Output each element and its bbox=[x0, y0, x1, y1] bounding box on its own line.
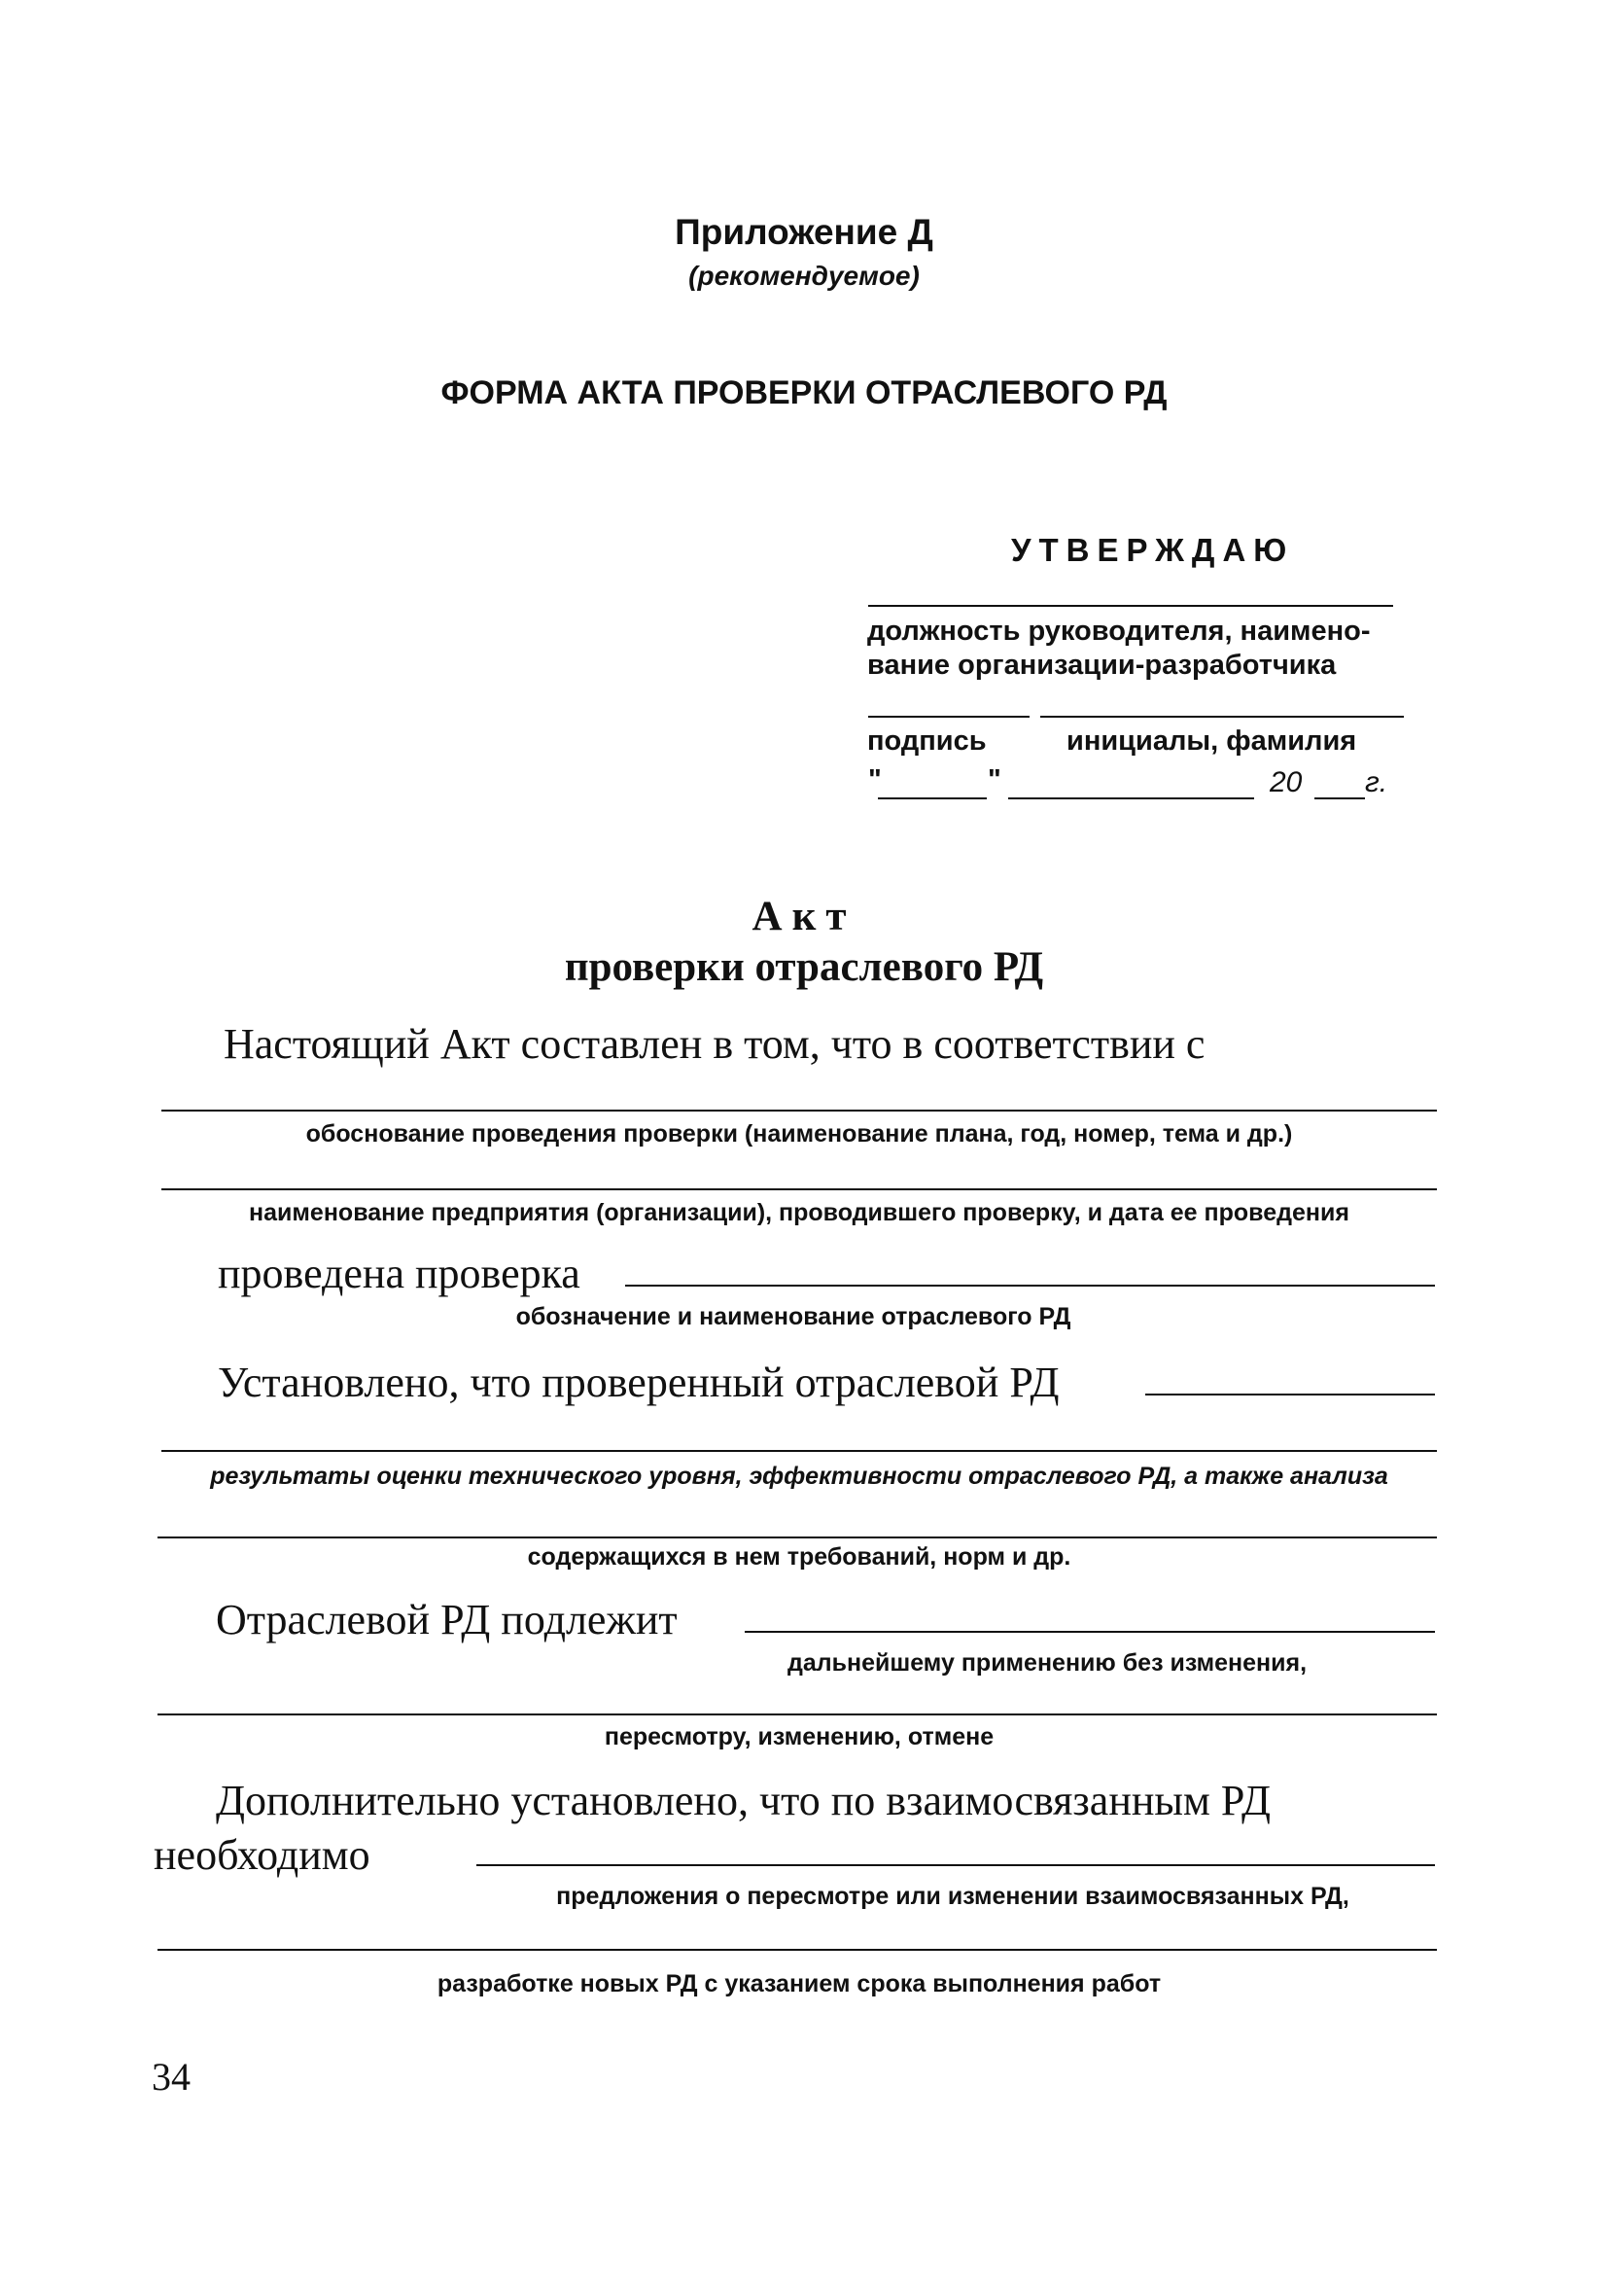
year-prefix: 20 bbox=[1270, 766, 1303, 798]
development-caption: разработке новых РД с указанием срока выполнения работ bbox=[437, 1970, 1162, 1997]
position-caption-2: вание организации-разработчика bbox=[867, 650, 1337, 681]
revision-caption: пересмотру, изменению, отмене bbox=[604, 1723, 995, 1750]
name-line bbox=[1040, 716, 1404, 718]
designation-line bbox=[625, 1285, 1435, 1287]
application-caption: дальнейшему применению без изменения, bbox=[787, 1649, 1308, 1677]
year-suffix: г. bbox=[1365, 766, 1388, 798]
intro-text: Настоящий Акт составлен в том, что в соответствии с bbox=[224, 1020, 1206, 1068]
month-line bbox=[1008, 797, 1254, 799]
signature-caption: подпись bbox=[867, 725, 987, 757]
basis-line bbox=[161, 1110, 1437, 1112]
approval-heading: УТВЕРЖДАЮ bbox=[1011, 532, 1295, 568]
designation-caption: обозначение и наименование отраслевого РД bbox=[515, 1303, 1071, 1330]
results-line bbox=[161, 1450, 1437, 1452]
check-text: проведена проверка bbox=[218, 1250, 580, 1297]
additional-text-1: Дополнительно установлено, что по взаимосвязанным РД bbox=[216, 1777, 1272, 1824]
year-line bbox=[1314, 797, 1365, 799]
act-title: Акт bbox=[752, 894, 856, 939]
basis-caption: обоснование проведения проверки (наименование плана, год, номер, тема и др.) bbox=[305, 1120, 1293, 1148]
position-line bbox=[868, 605, 1393, 607]
form-title: ФОРМА АКТА ПРОВЕРКИ ОТРАСЛЕВОГО РД bbox=[440, 374, 1168, 411]
requirements-caption: содержащихся в нем требований, норм и др. bbox=[527, 1543, 1071, 1571]
enterprise-line bbox=[161, 1188, 1437, 1190]
subject-line bbox=[745, 1631, 1435, 1633]
day-line bbox=[878, 797, 987, 799]
results-caption: результаты оценки технического уровня, эффективности отраслевого РД, а также анализа bbox=[210, 1463, 1388, 1490]
page-number: 34 bbox=[152, 2055, 191, 2099]
revision-line bbox=[157, 1713, 1437, 1715]
date-quote-open: " bbox=[868, 764, 882, 795]
proposals-caption: предложения о пересмотре или изменении взаимосвязанных РД, bbox=[556, 1883, 1349, 1910]
development-line bbox=[157, 1949, 1437, 1951]
additional-text-2: необходимо bbox=[154, 1831, 370, 1879]
act-subtitle: проверки отраслевого РД bbox=[564, 944, 1044, 990]
established-text: Установлено, что проверенный отраслевой РД bbox=[218, 1359, 1060, 1406]
signature-line bbox=[868, 716, 1030, 718]
subject-text: Отраслевой РД подлежит bbox=[216, 1596, 678, 1643]
date-quote-close: " bbox=[988, 764, 1001, 795]
name-caption: инициалы, фамилия bbox=[1066, 725, 1357, 757]
proposals-line bbox=[476, 1864, 1435, 1866]
appendix-title: Приложение Д bbox=[675, 212, 933, 252]
enterprise-caption: наименование предприятия (организации), проводившего проверку, и дата ее проведения bbox=[249, 1199, 1349, 1226]
position-caption-1: должность руководителя, наимено- bbox=[867, 616, 1371, 647]
requirements-line bbox=[157, 1537, 1437, 1538]
appendix-note: (рекомендуемое) bbox=[688, 261, 920, 291]
established-line bbox=[1145, 1394, 1435, 1395]
